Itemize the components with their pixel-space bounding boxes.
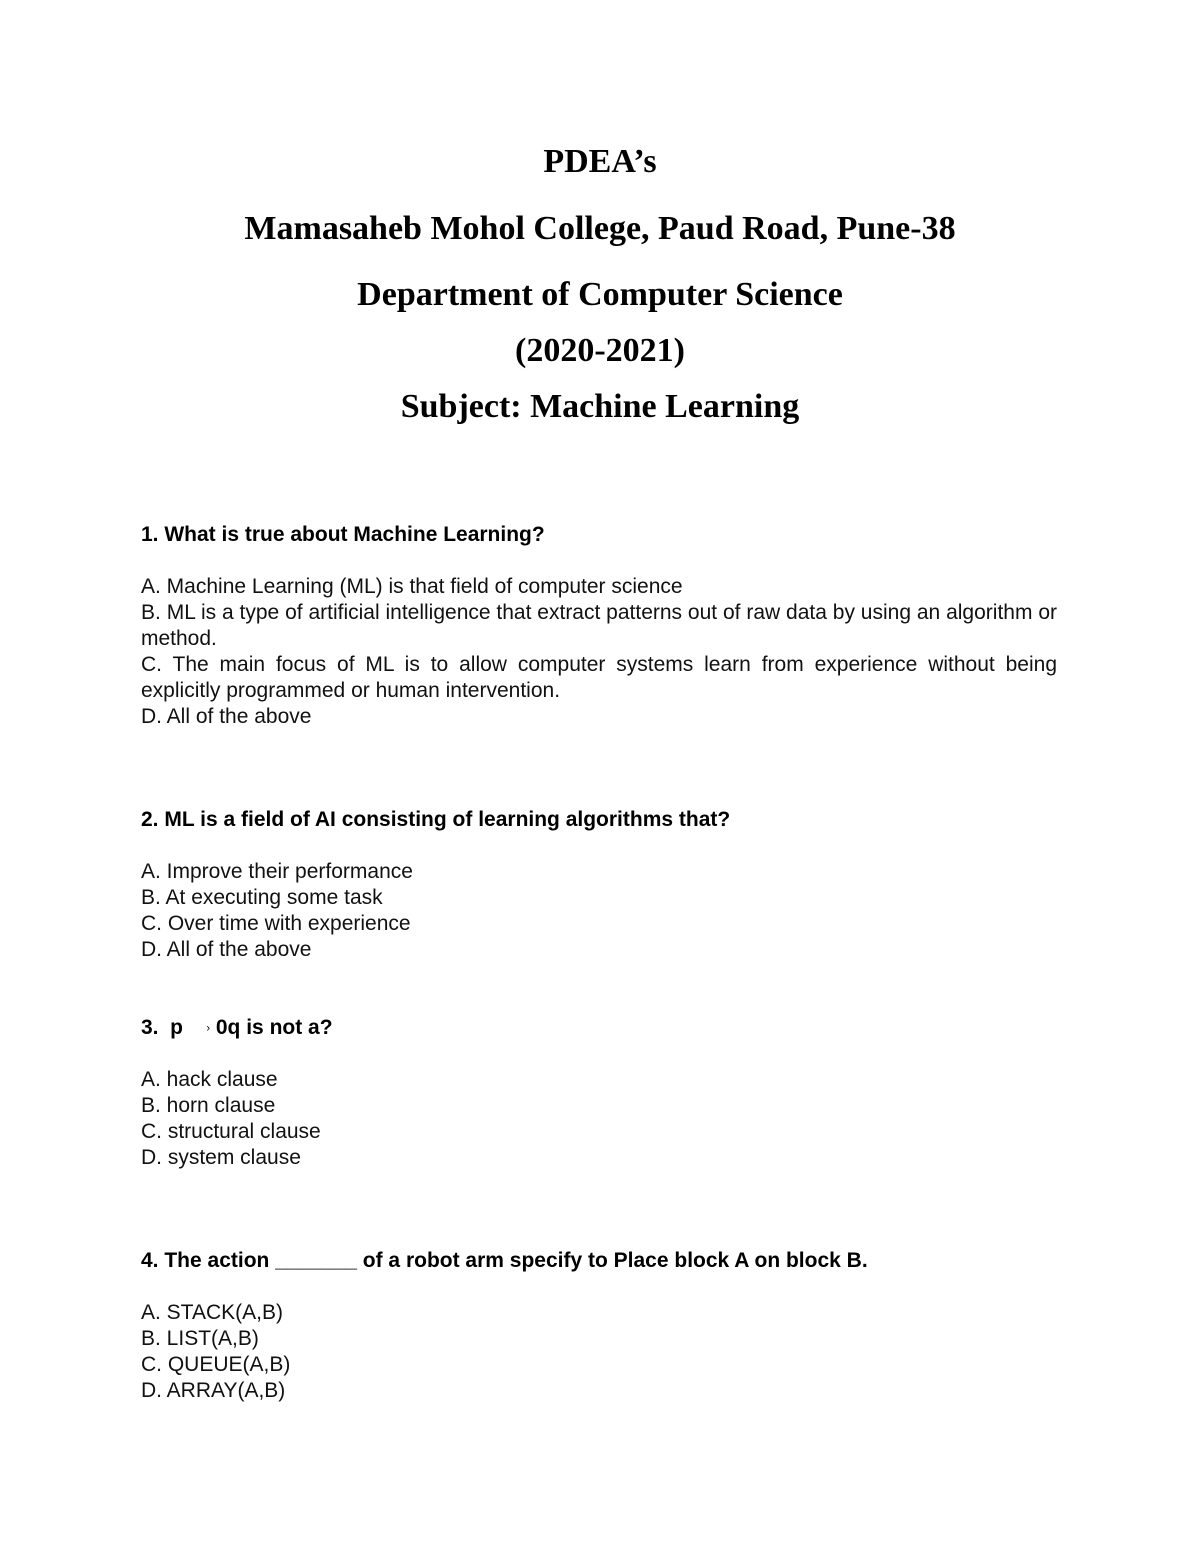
option-a: A. Improve their performance — [141, 860, 413, 883]
option-d: D. All of the above — [141, 938, 312, 961]
arrow-glyph: › — [206, 1022, 211, 1035]
option-b: B. At executing some task — [141, 886, 383, 909]
question-title — [141, 1015, 1057, 1041]
subject-title: Subject: Machine Learning — [400, 388, 800, 425]
option-b: B. LIST(A,B) — [141, 1327, 259, 1350]
option-c: C. QUEUE(A,B) — [141, 1353, 291, 1376]
college-name: Mamasaheb Mohol College, Paud Road, Pune-38 — [244, 210, 956, 247]
option-d: D. ARRAY(A,B) — [141, 1379, 286, 1402]
question-title: 4. The action _______ of a robot arm specify to Place block A on block B. — [141, 1249, 868, 1272]
question-title: 1. What is true about Machine Learning? — [141, 523, 545, 546]
question-2 — [141, 807, 1057, 963]
option-c: C. The main focus of ML is to allow computer systems learn from experience without being explicitly programmed or human intervention. — [141, 653, 1057, 702]
question-3 — [141, 1015, 1057, 1171]
option-d: D. All of the above — [141, 705, 312, 728]
option-a: A. Machine Learning (ML) is that field of computer science — [141, 575, 683, 598]
option-c: C. structural clause — [141, 1120, 321, 1144]
question-title-prefix: 3. p — [141, 1016, 184, 1039]
academic-year: (2020-2021) — [515, 332, 685, 369]
option-a: A. STACK(A,B) — [141, 1301, 283, 1324]
option-c: C. Over time with experience — [141, 912, 411, 935]
option-a: A. hack clause — [141, 1068, 278, 1092]
institution-acronym: PDEA’s — [543, 143, 657, 180]
question-title: 2. ML is a field of AI consisting of learning algorithms that? — [141, 808, 731, 831]
option-b: B. horn clause — [141, 1094, 276, 1118]
option-d: D. system clause — [141, 1146, 301, 1170]
question-title-suffix: 0q is not a? — [215, 1016, 333, 1039]
option-b: B. ML is a type of artificial intelligence that extract patterns out of raw data by using an algorithm or method. — [141, 601, 1057, 650]
question-4 — [141, 1248, 1057, 1404]
department-name: Department of Computer Science — [357, 276, 843, 313]
question-1 — [141, 522, 1057, 730]
